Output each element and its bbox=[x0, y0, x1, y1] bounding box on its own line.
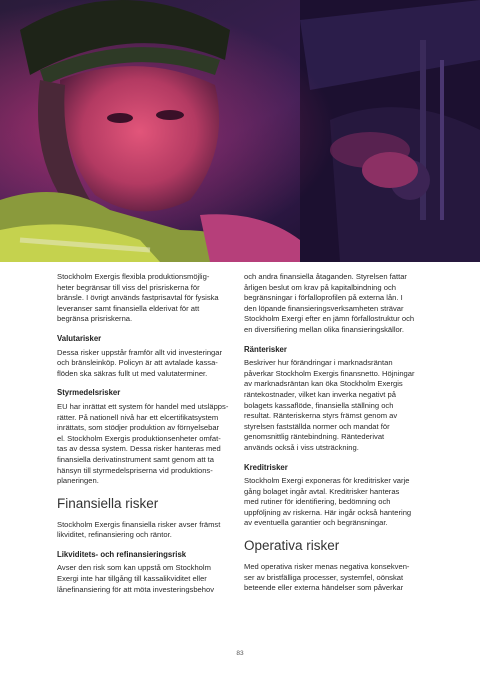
kreditrisker-text: Stockholm Exergi exponeras för kreditrisker varje gång bolaget ingår avtal. Kreditrisker hanteras med rutiner för identifiering, bedömning och uppföljning av riskerna. Här ingår också hantering av eventuella garantier och begränsningar. bbox=[244, 476, 412, 528]
left-column bbox=[57, 272, 233, 604]
styrmedelsrisker-text: EU har inrättat ett system för handel med utsläpps- rätter. På nationell nivå har ett elcertifikatsystem inrättats, som stödjer produktion av förnyelsebar el. Stockholm Exergis produktionsenheter omfat- tas av dessa system. Dessa risker hanteras med finansiella derivatinstrument samt genom att ta hänsyn till styrmedelspriserna vid produktions- planeringen. bbox=[57, 401, 229, 486]
valutarisker-heading: Valutarisker bbox=[57, 333, 102, 343]
styrmedelsrisker-heading: Styrmedelsrisker bbox=[57, 388, 121, 398]
operativa-risker-title: Operativa risker bbox=[244, 538, 340, 554]
finansiella-risker-text: Stockholm Exergis finansiella risker avser främst likviditet, refinansiering och räntor. bbox=[57, 519, 221, 540]
valutarisker-text: Dessa risker uppstår framför allt vid investeringar och bränsleinköp. Policyn är att avtalade kassa- flöden ska säkras fullt ut med valutaterminer. bbox=[57, 347, 223, 378]
operativa-risker-text: Med operativa risker menas negativa konsekven- ser av bristfälliga processer, systemfel, oönskat beteende eller externa händelser som påverkar bbox=[244, 562, 410, 593]
likviditetsrisk-heading: Likviditets- och refinansieringsrisk bbox=[57, 549, 187, 559]
hero-photo bbox=[0, 0, 480, 262]
intro-paragraph: Stockholm Exergis flexibla produktionsmöjlig- heter begränsar till viss del prisriskerna för bränsle. I övrigt används fastprisavtal för fysiska leveranser samt finansiella elderivat för att begränsa prisriskerna. bbox=[57, 272, 219, 324]
right-column bbox=[244, 272, 426, 603]
ranterisker-text: Beskriver hur förändringar i marknadsräntan påverkar Stockholm Exergis finansnetto. Höjningar av marknadsräntan kan öka Stockholm Exergis räntekostnader, vilket kan inverka negativt på bolagets kassaflöde, finansiella ställning och resultat. Ränteriskerna styrs främst genom av styrelsen fastställda normer och mandat för genomsnittlig räntebindning. Räntederivat används också i viss utsträckning. bbox=[244, 358, 415, 452]
kreditrisker-heading: Kreditrisker bbox=[244, 462, 288, 472]
ranterisker-heading: Ränterisker bbox=[244, 344, 287, 354]
finansiella-risker-title: Finansiella risker bbox=[57, 495, 159, 511]
page-number: 83 bbox=[236, 650, 244, 657]
right-intro-paragraph: och andra finansiella åtaganden. Styrelsen fattar årligen beslut om krav på kapitalbindning och begränsningar i förfalloprofilen på externa lån. I den löpande finansieringsverksamheten strävar Stockholm Exergi efter en jämn förfallostruktur och en diversifiering mellan olika finansieringskällor. bbox=[244, 272, 415, 334]
likviditetsrisk-text: Avser den risk som kan uppstå om Stockholm Exergi inte har tillgång till kassalikviditet eller lånefinansiering för att möta investeringsbehov bbox=[57, 563, 215, 594]
worker-photo-illustration bbox=[0, 0, 480, 262]
